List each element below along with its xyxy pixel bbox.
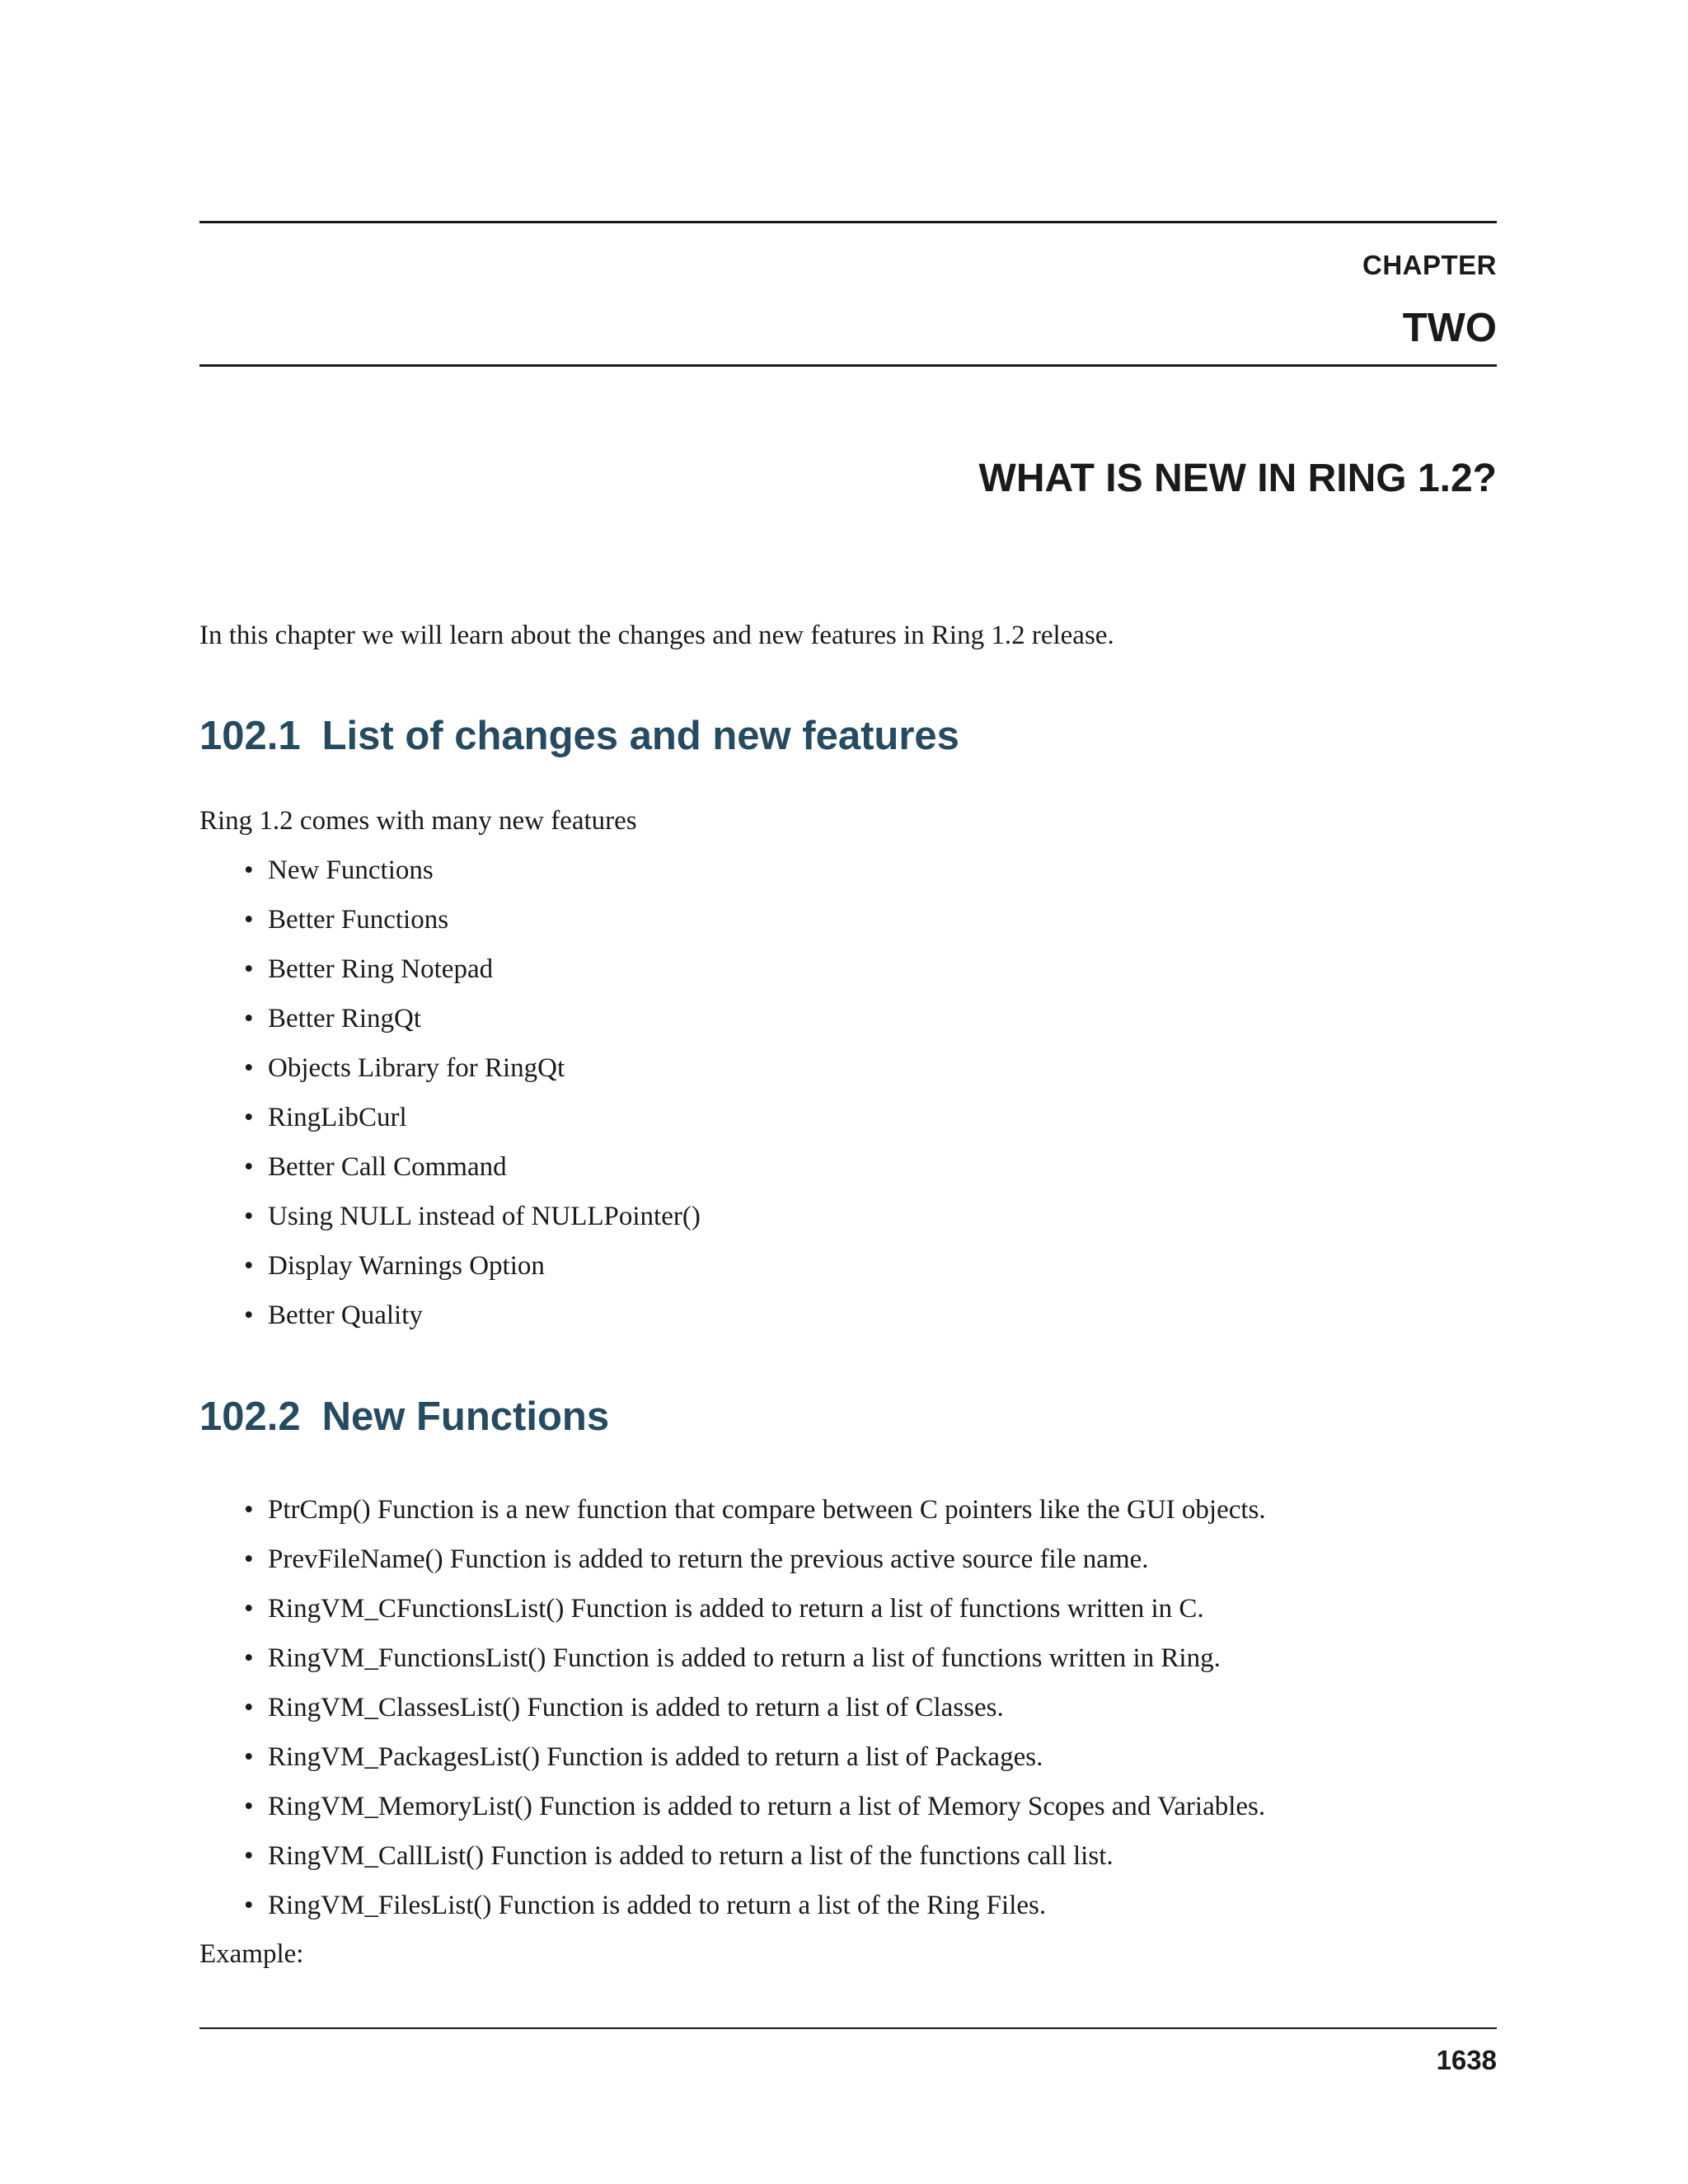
bullet-icon: • xyxy=(244,1202,254,1231)
bullet-icon: • xyxy=(244,1792,254,1821)
bullet-icon: • xyxy=(244,1053,254,1083)
bullet-icon: • xyxy=(244,1742,254,1772)
list-item: • RingVM_PackagesList() Function is added to return a list of Packages. xyxy=(244,1742,1043,1772)
bullet-icon: • xyxy=(244,1594,254,1624)
section-heading-new-functions xyxy=(199,1393,609,1441)
list-item: • Better Quality xyxy=(244,1301,423,1330)
section-lead: Ring 1.2 comes with many new features xyxy=(199,806,637,836)
intro-paragraph: In this chapter we will learn about the changes and new features in Ring 1.2 release. xyxy=(199,621,1114,650)
section-heading-changes xyxy=(199,712,959,760)
section-number: 102.2 xyxy=(199,1394,301,1439)
bullet-icon: • xyxy=(244,1693,254,1722)
section-number: 102.1 xyxy=(199,714,301,758)
bullet-icon: • xyxy=(244,905,254,935)
chapter-top-rule xyxy=(199,221,1497,223)
list-item: • RingVM_CallList() Function is added to return a list of the functions call list. xyxy=(244,1841,1114,1871)
list-item: • Better RingQt xyxy=(244,1004,422,1033)
bullet-icon: • xyxy=(244,1495,254,1525)
new-functions-list xyxy=(199,1493,1266,1938)
list-item: • Better Ring Notepad xyxy=(244,954,494,984)
chapter-number: TWO xyxy=(1402,306,1497,350)
list-item: • PrevFileName() Function is added to return the previous active source file name. xyxy=(244,1544,1149,1574)
bullet-icon: • xyxy=(244,1152,254,1182)
bullet-icon: • xyxy=(244,954,254,984)
list-item: • Better Functions xyxy=(244,905,449,935)
list-item: • RingVM_ClassesList() Function is added to return a list of Classes. xyxy=(244,1693,1004,1722)
bullet-icon: • xyxy=(244,1544,254,1574)
footer-rule xyxy=(199,2027,1497,2029)
list-item: • RingVM_FilesList() Function is added to return a list of the Ring Files. xyxy=(244,1891,1047,1920)
list-item: • RingVM_CFunctionsList() Function is added to return a list of functions written in C. xyxy=(244,1594,1204,1624)
bullet-icon: • xyxy=(244,1251,254,1281)
bullet-icon: • xyxy=(244,1841,254,1871)
bullet-icon: • xyxy=(244,1004,254,1033)
page-number: 1638 xyxy=(1436,2045,1497,2075)
section-title: New Functions xyxy=(321,1394,610,1439)
list-item: • PtrCmp() Function is a new function that compare between C pointers like the GUI objects. xyxy=(244,1495,1266,1525)
list-item: • Display Warnings Option xyxy=(244,1251,545,1281)
list-item: • RingVM_MemoryList() Function is added to return a list of Memory Scopes and Variables. xyxy=(244,1792,1266,1821)
chapter-label: CHAPTER xyxy=(1362,250,1497,280)
list-item: • RingVM_FunctionsList() Function is added to return a list of functions written in Ring. xyxy=(244,1643,1221,1673)
list-item: • RingLibCurl xyxy=(244,1103,407,1132)
section-title: List of changes and new features xyxy=(321,714,959,758)
list-item: • Objects Library for RingQt xyxy=(244,1053,565,1083)
bullet-icon: • xyxy=(244,1643,254,1673)
bullet-icon: • xyxy=(244,1103,254,1132)
bullet-icon: • xyxy=(244,855,254,885)
example-label: Example: xyxy=(199,1939,304,1969)
bullet-icon: • xyxy=(244,1301,254,1330)
chapter-bottom-rule xyxy=(199,364,1497,367)
features-list xyxy=(199,854,701,1348)
bullet-icon: • xyxy=(244,1891,254,1920)
list-item: • Using NULL instead of NULLPointer() xyxy=(244,1202,701,1231)
list-item: • Better Call Command xyxy=(244,1152,507,1182)
chapter-title: WHAT IS NEW IN RING 1.2? xyxy=(978,457,1497,500)
list-item: • New Functions xyxy=(244,855,434,885)
